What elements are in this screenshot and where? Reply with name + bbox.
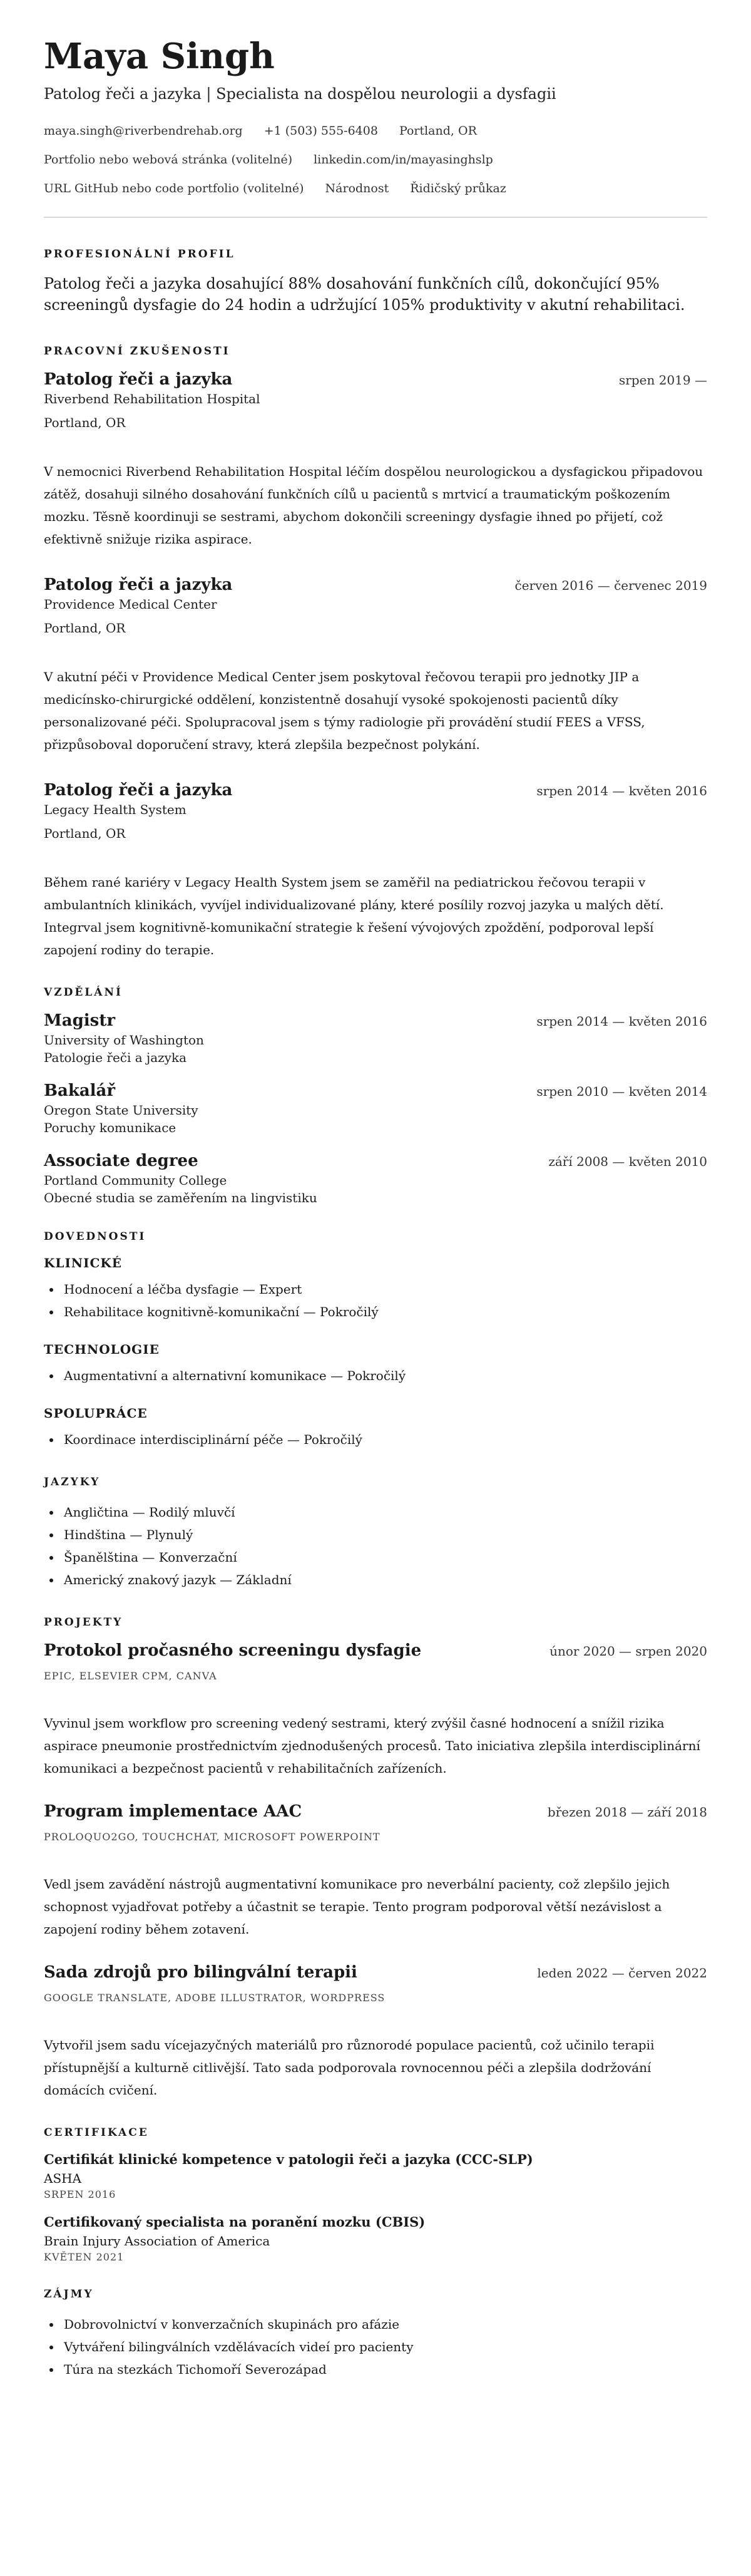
certification-date: SRPEN 2016 (44, 2188, 116, 2201)
section-title-certifications: CERTIFIKACE (44, 2126, 149, 2140)
education-section (44, 986, 707, 1205)
contact-row-1 (44, 124, 707, 138)
education-entry (44, 1081, 707, 1135)
contact-linkedin[interactable]: linkedin.com/in/mayasinghslp (314, 152, 493, 167)
education-header (44, 1151, 707, 1170)
profile-summary: Patolog řeči a jazyka dosahující 88% dosahování funkčních cílů, dokončující 95% screeningů dysfagie do 24 hodin a udržující 105% produktivity v akutní rehabilitaci. (44, 274, 685, 314)
project-date: leden 2022 — červen 2022 (537, 1965, 707, 1981)
education-degree: Magistr (44, 1011, 116, 1031)
languages-section (44, 1476, 707, 1591)
project-description: Vedl jsem zavádění nástrojů augmentativní komunikace pro neverbální pacienty, což zlepšilo jejich schopnost vyjadřovat potřeby a účastnit se terapie. Tento program podporoval větší nezávislost a zapojení rodiny během zotavení. (44, 1877, 670, 1937)
certification-name: Certifikát klinické kompetence v patologii řeči a jazyka (CCC-SLP) (44, 2151, 533, 2168)
job-employer: Legacy Health System (44, 802, 186, 818)
interests-section (44, 2288, 707, 2381)
skill-list (44, 1364, 707, 1387)
project-tech: EPIC, ELSEVIER CPM, CANVA (44, 1670, 217, 1682)
skill-category-technology: TECHNOLOGIE (44, 1342, 160, 1358)
contact-portfolio[interactable]: Portfolio nebo webová stránka (volitelné) (44, 152, 293, 167)
skill-list (44, 1278, 707, 1323)
projects-section (44, 1616, 707, 2101)
section-title-education: VZDĚLÁNÍ (44, 986, 123, 999)
skill-category-clinical: KLINICKÉ (44, 1255, 122, 1271)
education-date: srpen 2014 — květen 2016 (536, 1014, 707, 1029)
certification-entry (44, 2151, 707, 2200)
job-location: Portland, OR (44, 621, 126, 636)
contact-github[interactable]: URL GitHub nebo code portfolio (volitelné) (44, 181, 304, 195)
certification-date: KVĚTEN 2021 (44, 2251, 125, 2264)
language-item: • Hindština — Plynulý (61, 1523, 707, 1546)
education-entry (44, 1011, 707, 1065)
job-date: srpen 2014 — květen 2016 (536, 783, 707, 799)
candidate-name: Maya Singh (44, 36, 275, 77)
project-header (44, 1963, 707, 1982)
job-role: Patolog řeči a jazyka (44, 370, 233, 389)
project-entry (44, 1802, 707, 1940)
skill-category-collaboration: SPOLUPRÁCE (44, 1406, 148, 1421)
job-date: srpen 2019 — (619, 373, 707, 388)
interest-item: • Túra na stezkách Tichomoří Severozápad (61, 2358, 707, 2381)
project-entry (44, 1963, 707, 2101)
interest-item: • Dobrovolnictví v konverzačních skupinách pro afázie (61, 2313, 707, 2336)
education-degree: Associate degree (44, 1151, 198, 1171)
section-title-profile: PROFESIONÁLNÍ PROFIL (44, 247, 235, 260)
header-divider (44, 217, 707, 218)
section-title-projects: PROJEKTY (44, 1616, 123, 1629)
education-school: University of Washington (44, 1033, 204, 1048)
job-header (44, 575, 707, 594)
education-header (44, 1011, 707, 1030)
education-date: srpen 2010 — květen 2014 (536, 1084, 707, 1100)
education-entry (44, 1151, 707, 1205)
skill-list (44, 1428, 707, 1451)
job-description: Během rané kariéry v Legacy Health System jsem se zaměřil na pediatrickou řečovou terapii v ambulantních klinikách, vyvíjel individualizované plány, které posílily rozvoj jazyka u malých dětí. Integrval jsem kognitivně-komunikační strategie k řešení vývojových zpoždění, podporoval lepší zapojení rodiny do terapie. (44, 875, 664, 958)
section-title-experience: PRACOVNÍ ZKUŠENOSTI (44, 345, 230, 358)
project-tech: PROLOQUO2GO, TOUCHCHAT, MICROSOFT POWERPOINT (44, 1831, 381, 1843)
job-entry (44, 370, 707, 550)
certification-name: Certifikovaný specialista na poranění mozku (CBIS) (44, 2214, 426, 2230)
project-name: Sada zdrojů pro bilingvální terapii (44, 1963, 357, 1982)
profile-section (44, 248, 707, 317)
education-field: Obecné studia se zaměřením na lingvistiku (44, 1190, 317, 1206)
job-header (44, 370, 707, 389)
skill-item: • Augmentativní a alternativní komunikace — Pokročilý (61, 1364, 707, 1387)
headline: Patolog řeči a jazyka | Specialista na dospělou neurologii a dysfagii (44, 85, 556, 103)
contact-nationality: Národnost (325, 181, 389, 195)
education-school: Portland Community College (44, 1173, 227, 1188)
job-role: Patolog řeči a jazyka (44, 575, 233, 595)
language-item: • Americký znakový jazyk — Základní (61, 1569, 707, 1591)
interest-item: • Vytváření bilingválních vzdělávacích videí pro pacienty (61, 2336, 707, 2358)
education-school: Oregon State University (44, 1103, 198, 1118)
skill-item: • Rehabilitace kognitivně-komunikační — Pokročilý (61, 1301, 707, 1323)
job-description: V nemocnici Riverbend Rehabilitation Hospital léčím dospělou neurologickou a dysfagickou připadovou zátěž, dosahuji silného dosahování funkčních cílů u pacientů s mrtvicí a traumatickým poškozením mozku. Těsně koordinuji se sestrami, abychom dokončili screeningy dysfagie ihned po přijetí, což efektivně snižuje rizika aspirace. (44, 464, 703, 547)
experience-section (44, 345, 707, 961)
job-role: Patolog řeči a jazyka (44, 781, 233, 800)
section-title-interests: ZÁJMY (44, 2288, 94, 2301)
job-entry (44, 781, 707, 961)
contact-email[interactable]: maya.singh@riverbendrehab.org (44, 123, 243, 138)
job-location: Portland, OR (44, 826, 126, 842)
skill-item: • Hodnocení a léčba dysfagie — Expert (61, 1278, 707, 1301)
certification-issuer: ASHA (44, 2171, 82, 2187)
job-header (44, 781, 707, 800)
job-date: červen 2016 — červenec 2019 (514, 578, 707, 594)
education-field: Patologie řeči a jazyka (44, 1050, 187, 1066)
section-title-languages: JAZYKY (44, 1476, 101, 1489)
job-employer: Providence Medical Center (44, 597, 217, 612)
project-header (44, 1802, 707, 1821)
education-degree: Bakalář (44, 1081, 116, 1101)
education-field: Poruchy komunikace (44, 1120, 176, 1136)
project-description: Vytvořil jsem sadu vícejazyčných materiálů pro různorodé populace pacientů, což učinilo terapii přístupnější a kulturně citlivější. Tato sada podporovala rovnocennou péči a zlepšila dodržování domácích cvičení. (44, 2038, 655, 2098)
language-item: • Španělština — Konverzační (61, 1546, 707, 1569)
resume-header (44, 38, 707, 195)
project-date: únor 2020 — srpen 2020 (549, 1644, 707, 1659)
project-header (44, 1641, 707, 1660)
project-tech: GOOGLE TRANSLATE, ADOBE ILLUSTRATOR, WORDPRESS (44, 1992, 386, 2004)
language-item: • Angličtina — Rodilý mluvčí (61, 1501, 707, 1523)
section-title-skills: DOVEDNOSTI (44, 1230, 146, 1244)
certification-entry (44, 2214, 707, 2263)
job-entry (44, 575, 707, 756)
interest-list (44, 2313, 707, 2381)
education-date: září 2008 — květen 2010 (548, 1154, 707, 1170)
certifications-section (44, 2126, 707, 2263)
certification-issuer: Brain Injury Association of America (44, 2233, 270, 2249)
project-name: Protokol pročasného screeningu dysfagie (44, 1641, 422, 1661)
job-description: V akutní péči v Providence Medical Center jsem poskytoval řečovou terapii pro jednotky JIP a medicínsko-chirurgické oddělení, konzistentně dosahují vysoké spokojenosti pacientů díky personalizované péči. Spolupracoval jsem s týmy radiologie při provádění studií FEES a VFSS, přizpůsoboval doporučení stravy, která zlepšila bezpečnost polykání. (44, 669, 645, 753)
education-header (44, 1081, 707, 1100)
language-list (44, 1501, 707, 1591)
job-location: Portland, OR (44, 415, 126, 431)
contact-row-3 (44, 182, 707, 195)
skill-item: • Koordinace interdisciplinární péče — Pokročilý (61, 1428, 707, 1451)
project-entry (44, 1641, 707, 1780)
contact-row-2 (44, 153, 707, 167)
contact-location: Portland, OR (399, 123, 477, 138)
contact-driving-license: Řidičský průkaz (410, 181, 506, 195)
contact-phone[interactable]: +1 (503) 555-6408 (263, 123, 378, 138)
project-description: Vyvinul jsem workflow pro screening vedený sestrami, který zvýšil časné hodnocení a snížil rizika aspirace pneumonie prostřednictvím zjednodušených procesů. Tato iniciativa zlepšila interdisciplinární komunikaci a bezpečnost pacientů v rehabilitačních zařízeních. (44, 1716, 700, 1776)
project-name: Program implementace AAC (44, 1802, 302, 1821)
job-employer: Riverbend Rehabilitation Hospital (44, 391, 260, 407)
project-date: březen 2018 — září 2018 (547, 1805, 707, 1820)
skills-section (44, 1230, 707, 1451)
